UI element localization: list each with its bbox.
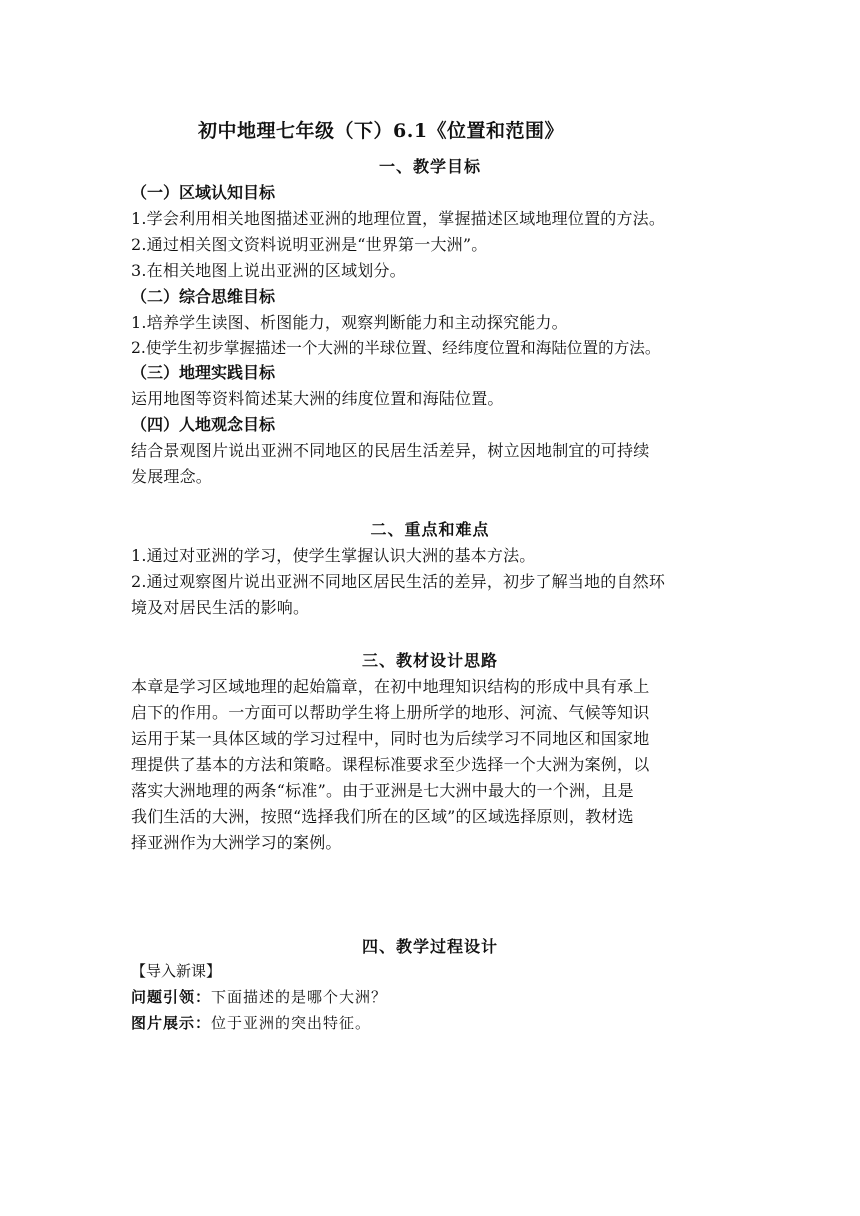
paragraph-line: 择亚洲作为大洲学习的案例。: [131, 833, 342, 852]
picture-display-label: 图片展示：: [131, 1014, 212, 1032]
picture-display-text: 位于亚洲的突出特征。: [211, 1014, 372, 1032]
subheading-comprehensive-thinking: （二）综合思维目标: [131, 287, 276, 306]
question-label: 问题引领：: [131, 988, 212, 1006]
question-text: 下面描述的是哪个大洲？: [211, 988, 388, 1006]
paragraph-line: 3.在相关地图上说出亚洲的区域划分。: [131, 261, 406, 280]
paragraph-line: 1.学会利用相关地图描述亚洲的地理位置，掌握描述区域地理位置的方法。: [131, 209, 666, 228]
section-heading-design-ideas: 三、教材设计思路: [361, 651, 498, 670]
paragraph-line: 运用于某一具体区域的学习过程中，同时也为后续学习不同地区和国家地: [131, 729, 650, 748]
subheading-human-land-concept: （四）人地观念目标: [131, 415, 276, 434]
paragraph-line: 发展理念。: [131, 467, 213, 486]
paragraph-line: 1.通过对亚洲的学习，使学生掌握认识大洲的基本方法。: [131, 546, 536, 565]
paragraph-line: 本章是学习区域地理的起始篇章，在初中地理知识结构的形成中具有承上: [131, 677, 650, 696]
paragraph-line: 理提供了基本的方法和策略。课程标准要求至少选择一个大洲为案例，以: [131, 755, 650, 774]
paragraph-line: 2.通过观察图片说出亚洲不同地区居民生活的差异，初步了解当地的自然环: [131, 572, 666, 591]
paragraph-line: 运用地图等资料简述某大洲的纬度位置和海陆位置。: [131, 389, 504, 408]
section-heading-teaching-process: 四、教学过程设计: [361, 937, 498, 956]
paragraph-line: 我们生活的大洲，按照“选择我们所在的区域”的区域选择原则，教材选: [131, 807, 634, 826]
section-heading-key-points: 二、重点和难点: [370, 520, 490, 539]
paragraph-line: 结合景观图片说出亚洲不同地区的民居生活差异，树立因地制宜的可持续: [131, 441, 650, 460]
paragraph-line: 启下的作用。一方面可以帮助学生将上册所学的地形、河流、气候等知识: [131, 703, 650, 722]
question-lead-line: [131, 986, 387, 1007]
subheading-regional-cognition: （一）区域认知目标: [131, 183, 276, 202]
paragraph-line: 2.通过相关图文资料说明亚洲是“世界第一大洲”。: [131, 235, 488, 254]
paragraph-line: 1.培养学生读图、析图能力，观察判断能力和主动探究能力。: [131, 313, 568, 332]
lesson-intro-label: 【导入新课】: [131, 962, 222, 980]
paragraph-line: 落实大洲地理的两条“标准”。由于亚洲是七大洲中最大的一个洲，且是: [131, 781, 634, 800]
paragraph-line: 境及对居民生活的影响。: [131, 598, 310, 617]
picture-display-line: [131, 1012, 371, 1033]
subheading-geographic-practice: （三）地理实践目标: [131, 363, 276, 382]
paragraph-line: 2.使学生初步掌握描述一个大洲的半球位置、经纬度位置和海陆位置的方法。: [131, 339, 661, 357]
document-title: 初中地理七年级（下）6.1《位置和范围》: [198, 120, 565, 142]
section-heading-objectives: 一、教学目标: [378, 157, 481, 176]
